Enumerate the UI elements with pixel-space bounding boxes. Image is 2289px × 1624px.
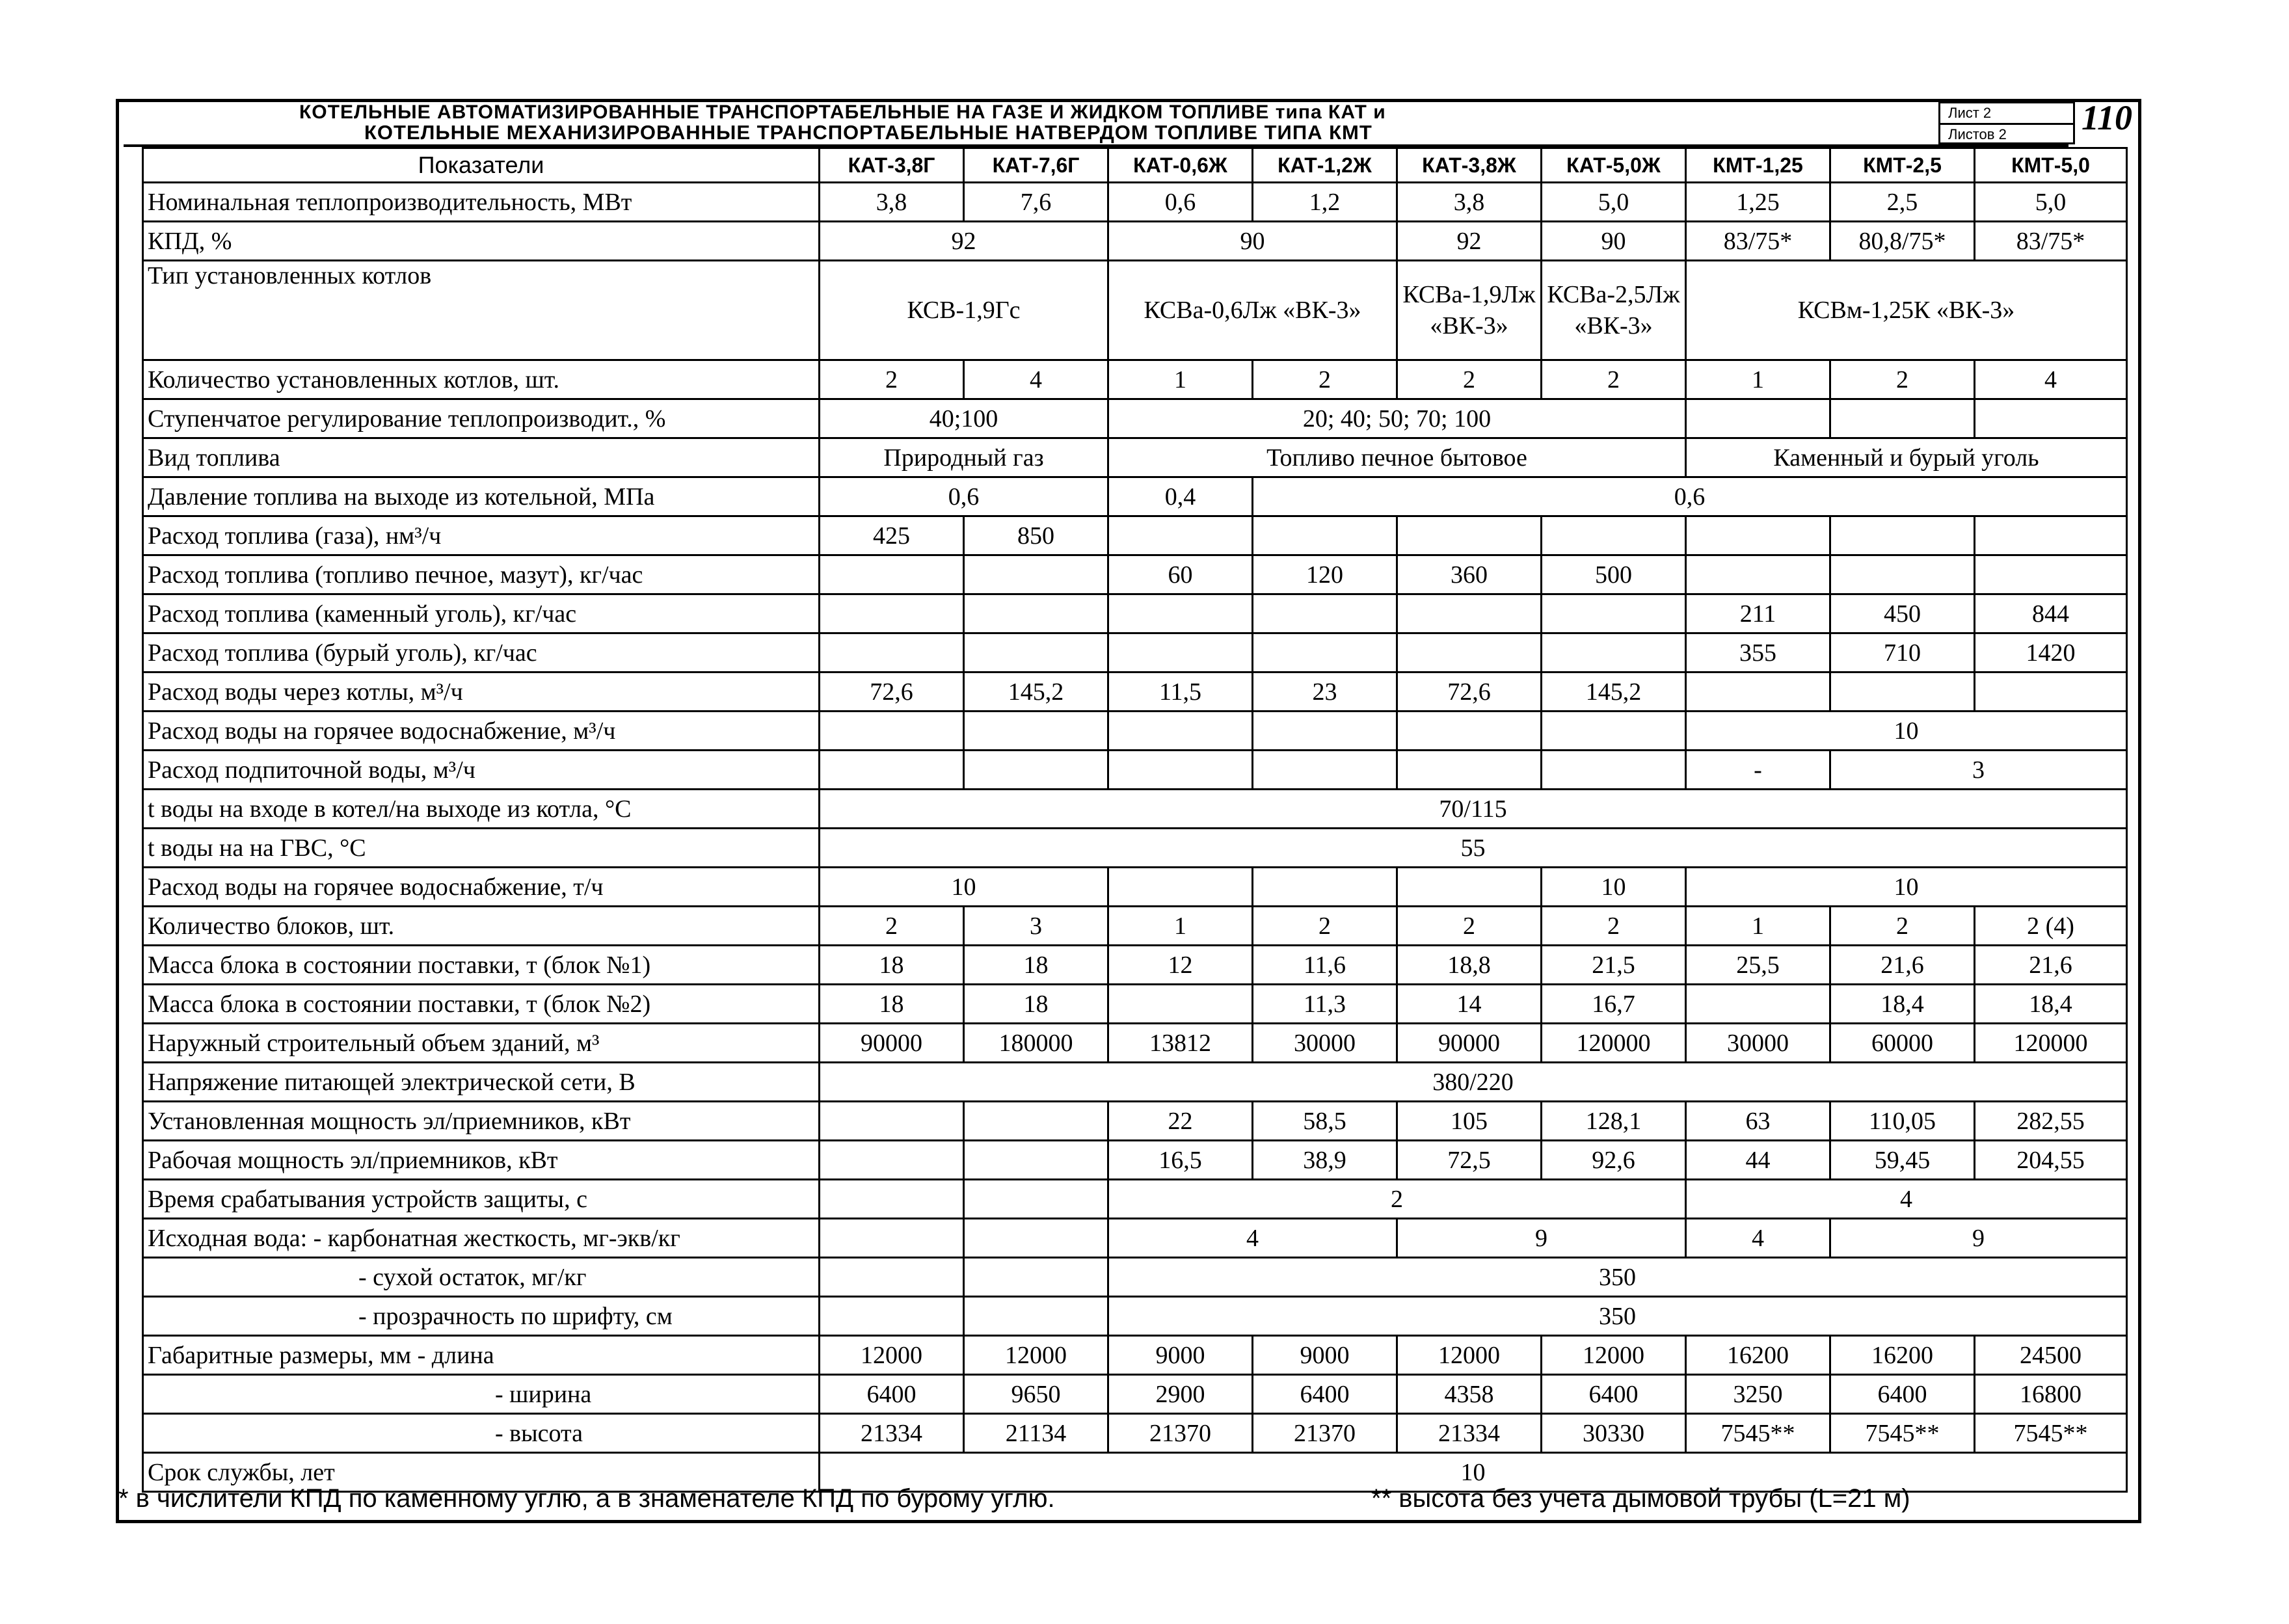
table-cell: КСВа-0,6Лж «ВК-3» xyxy=(1108,261,1397,360)
table-cell xyxy=(820,1180,964,1219)
table-cell: 7,6 xyxy=(964,183,1108,222)
table-row xyxy=(143,751,2127,790)
table-cell: 1420 xyxy=(1975,633,2127,672)
table-cell: 30330 xyxy=(1542,1414,1686,1453)
table-cell: 1 xyxy=(1108,360,1253,399)
table-cell xyxy=(1686,516,1830,555)
row-label: t воды на на ГВС, °С xyxy=(143,829,820,868)
table-cell xyxy=(820,751,964,790)
table-cell: 30000 xyxy=(1253,1024,1397,1063)
column-header: КМТ-5,0 xyxy=(1975,148,2127,183)
table-cell xyxy=(1253,868,1397,907)
table-cell: 211 xyxy=(1686,594,1830,633)
table-cell: 18,4 xyxy=(1975,985,2127,1024)
row-label: КПД, % xyxy=(143,222,820,261)
table-cell: 120000 xyxy=(1542,1024,1686,1063)
table-cell: 2 xyxy=(1397,360,1542,399)
table-cell: 4358 xyxy=(1397,1375,1542,1414)
table-cell xyxy=(1108,516,1253,555)
table-cell: 10 xyxy=(1542,868,1686,907)
table-cell: 282,55 xyxy=(1975,1102,2127,1141)
table-cell: 2 xyxy=(1542,360,1686,399)
table-cell xyxy=(820,555,964,594)
table-cell: 4 xyxy=(1686,1219,1830,1258)
table-cell xyxy=(1397,751,1542,790)
table-cell: 9000 xyxy=(1253,1336,1397,1375)
table-cell: 145,2 xyxy=(1542,672,1686,712)
table-cell xyxy=(1397,712,1542,751)
table-cell: 10 xyxy=(1686,868,2127,907)
table-cell: 90000 xyxy=(820,1024,964,1063)
table-cell: 9 xyxy=(1397,1219,1686,1258)
table-cell: 10 xyxy=(1686,712,2127,751)
table-cell: 72,6 xyxy=(1397,672,1542,712)
table-cell: 18 xyxy=(820,946,964,985)
row-label: Расход топлива (газа), нм³/ч xyxy=(143,516,820,555)
table-cell xyxy=(1253,594,1397,633)
table-cell: 21,6 xyxy=(1975,946,2127,985)
table-cell: 350 xyxy=(1108,1297,2127,1336)
table-cell: 92 xyxy=(820,222,1108,261)
table-cell: 11,3 xyxy=(1253,985,1397,1024)
column-header: КАТ-1,2Ж xyxy=(1253,148,1397,183)
table-cell: 16200 xyxy=(1686,1336,1830,1375)
row-label: Расход воды через котлы, м³/ч xyxy=(143,672,820,712)
table-cell: 16,7 xyxy=(1542,985,1686,1024)
table-cell: 10 xyxy=(820,868,1108,907)
table-cell: 18,4 xyxy=(1830,985,1975,1024)
table-cell: 4 xyxy=(964,360,1108,399)
table-cell: 4 xyxy=(1975,360,2127,399)
row-label: Количество установленных котлов, шт. xyxy=(143,360,820,399)
document-title-line2: КОТЕЛЬНЫЕ МЕХАНИЗИРОВАННЫЕ ТРАНСПОРТАБЕЛЬНЫЕ НАТВЕРДОМ ТОПЛИВЕ ТИПА КМТ xyxy=(364,121,1372,144)
table-cell: 3,8 xyxy=(820,183,964,222)
table-cell: 12000 xyxy=(964,1336,1108,1375)
table-cell xyxy=(1108,985,1253,1024)
table-cell: 4 xyxy=(1108,1219,1397,1258)
table-cell xyxy=(1686,399,1830,438)
table-cell: 1 xyxy=(1686,907,1830,946)
table-cell xyxy=(1830,399,1975,438)
row-label: Исходная вода: - карбонатная жесткость, мг-экв/кг xyxy=(143,1219,820,1258)
table-cell: 2,5 xyxy=(1830,183,1975,222)
table-cell: 6400 xyxy=(1253,1375,1397,1414)
table-row xyxy=(143,594,2127,633)
row-label: Установленная мощность эл/приемников, кВт xyxy=(143,1102,820,1141)
row-label: Наружный строительный объем зданий, м³ xyxy=(143,1024,820,1063)
table-row xyxy=(143,438,2127,477)
table-cell: Каменный и бурый уголь xyxy=(1686,438,2127,477)
table-cell xyxy=(820,1102,964,1141)
table-row xyxy=(143,1102,2127,1141)
table-row xyxy=(143,1219,2127,1258)
column-header: КАТ-0,6Ж xyxy=(1108,148,1253,183)
table-cell xyxy=(820,633,964,672)
table-cell: 2 xyxy=(820,360,964,399)
table-cell: 25,5 xyxy=(1686,946,1830,985)
sheets-total-label: Листов 2 xyxy=(1948,126,2007,142)
table-row xyxy=(143,1375,2127,1414)
table-cell xyxy=(1397,516,1542,555)
table-row xyxy=(143,712,2127,751)
table-row xyxy=(143,1141,2127,1180)
table-cell: 0,6 xyxy=(820,477,1108,516)
table-cell xyxy=(1108,712,1253,751)
table-cell xyxy=(820,712,964,751)
table-cell: 11,6 xyxy=(1253,946,1397,985)
table-cell: 90 xyxy=(1542,222,1686,261)
table-cell xyxy=(1542,712,1686,751)
table-cell: 5,0 xyxy=(1542,183,1686,222)
table-cell: 60 xyxy=(1108,555,1253,594)
table-cell xyxy=(964,555,1108,594)
row-label: - прозрачность по шрифту, см xyxy=(143,1297,820,1336)
table-row xyxy=(143,516,2127,555)
row-label: Давление топлива на выходе из котельной, МПа xyxy=(143,477,820,516)
table-row xyxy=(143,633,2127,672)
row-label: Время срабатывания устройств защиты, с xyxy=(143,1180,820,1219)
table-cell: 0,6 xyxy=(1253,477,2127,516)
table-cell: 12000 xyxy=(1542,1336,1686,1375)
table-cell: 500 xyxy=(1542,555,1686,594)
table-cell xyxy=(1975,516,2127,555)
table-cell xyxy=(964,751,1108,790)
table-cell: КСВ-1,9Гс xyxy=(820,261,1108,360)
table-cell xyxy=(820,1141,964,1180)
row-label: Масса блока в состоянии поставки, т (блок №2) xyxy=(143,985,820,1024)
sheet-label: Лист 2 xyxy=(1940,103,2073,125)
table-cell: 21334 xyxy=(820,1414,964,1453)
table-cell: 145,2 xyxy=(964,672,1108,712)
table-cell: 120000 xyxy=(1975,1024,2127,1063)
table-cell: 44 xyxy=(1686,1141,1830,1180)
table-cell: 9 xyxy=(1830,1219,2127,1258)
table-cell: 1 xyxy=(1686,360,1830,399)
table-cell: 72,6 xyxy=(820,672,964,712)
table-cell: 18 xyxy=(964,985,1108,1024)
table-cell: 7545** xyxy=(1975,1414,2127,1453)
table-cell: 83/75* xyxy=(1686,222,1830,261)
row-label: - высота xyxy=(143,1414,820,1453)
table-cell: Природный газ xyxy=(820,438,1108,477)
table-cell xyxy=(1830,516,1975,555)
table-cell xyxy=(964,594,1108,633)
table-cell: 1 xyxy=(1108,907,1253,946)
table-row xyxy=(143,1258,2127,1297)
table-header-row xyxy=(143,148,2127,183)
table-cell xyxy=(1542,516,1686,555)
table-cell: 3250 xyxy=(1686,1375,1830,1414)
table-cell: КСВа-2,5Лж «ВК-3» xyxy=(1542,261,1686,360)
table-row xyxy=(143,1414,2127,1453)
table-cell: 5,0 xyxy=(1975,183,2127,222)
table-cell: 90000 xyxy=(1397,1024,1542,1063)
table-cell: 2 xyxy=(1253,360,1397,399)
table-cell xyxy=(820,594,964,633)
table-cell: 92 xyxy=(1397,222,1542,261)
table-row xyxy=(143,907,2127,946)
table-cell: 21334 xyxy=(1397,1414,1542,1453)
table-cell xyxy=(1108,868,1253,907)
table-cell: 355 xyxy=(1686,633,1830,672)
table-cell xyxy=(1397,594,1542,633)
table-row xyxy=(143,1336,2127,1375)
table-cell: 21370 xyxy=(1253,1414,1397,1453)
row-label: Расход топлива (каменный уголь), кг/час xyxy=(143,594,820,633)
table-cell xyxy=(964,1297,1108,1336)
document-title-line1: КОТЕЛЬНЫЕ АВТОМАТИЗИРОВАННЫЕ ТРАНСПОРТАБЕЛЬНЫЕ НА ГАЗЕ И ЖИДКОМ ТОПЛИВЕ типа КАТ и xyxy=(299,101,1386,123)
table-cell: 16800 xyxy=(1975,1375,2127,1414)
table-cell: 14 xyxy=(1397,985,1542,1024)
table-cell xyxy=(1542,633,1686,672)
table-cell xyxy=(1542,594,1686,633)
table-cell xyxy=(1542,751,1686,790)
table-cell: 12000 xyxy=(820,1336,964,1375)
table-cell: 360 xyxy=(1397,555,1542,594)
table-cell: 80,8/75* xyxy=(1830,222,1975,261)
row-label: t воды на входе в котел/на выходе из котла, °С xyxy=(143,790,820,829)
table-cell: 24500 xyxy=(1975,1336,2127,1375)
row-label: Габаритные размеры, мм - длина xyxy=(143,1336,820,1375)
table-cell: 70/115 xyxy=(820,790,2127,829)
row-label: - ширина xyxy=(143,1375,820,1414)
table-cell xyxy=(1253,633,1397,672)
sheet-info-box xyxy=(1938,101,2075,144)
table-cell xyxy=(1108,594,1253,633)
table-cell: 2 xyxy=(1108,1180,1686,1219)
table-cell: 128,1 xyxy=(1542,1102,1686,1141)
table-cell xyxy=(1397,633,1542,672)
table-cell: 2 xyxy=(1542,907,1686,946)
table-cell xyxy=(964,633,1108,672)
table-cell: 9000 xyxy=(1108,1336,1253,1375)
row-label: Номинальная теплопроизводительность, МВт xyxy=(143,183,820,222)
footnote-efficiency: * в числители КПД по каменному углю, а в знаменателе КПД по бурому углю. xyxy=(118,1484,1055,1513)
table-cell xyxy=(820,1258,964,1297)
table-cell: 2 xyxy=(820,907,964,946)
row-label: Рабочая мощность эл/приемников, кВт xyxy=(143,1141,820,1180)
table-cell xyxy=(964,1141,1108,1180)
table-cell: 6400 xyxy=(820,1375,964,1414)
table-row xyxy=(143,555,2127,594)
page-number: 110 xyxy=(2082,98,2133,137)
table-cell: 16200 xyxy=(1830,1336,1975,1375)
table-cell: 110,05 xyxy=(1830,1102,1975,1141)
column-header: КМТ-1,25 xyxy=(1686,148,1830,183)
table-cell: 16,5 xyxy=(1108,1141,1253,1180)
table-row xyxy=(143,829,2127,868)
table-cell xyxy=(1108,751,1253,790)
table-cell: 23 xyxy=(1253,672,1397,712)
table-cell: 2 xyxy=(1830,360,1975,399)
table-row xyxy=(143,1024,2127,1063)
table-cell: 38,9 xyxy=(1253,1141,1397,1180)
table-cell: 60000 xyxy=(1830,1024,1975,1063)
table-cell xyxy=(1253,516,1397,555)
table-cell xyxy=(964,1219,1108,1258)
table-cell: 6400 xyxy=(1542,1375,1686,1414)
table-cell xyxy=(1253,712,1397,751)
table-cell xyxy=(1108,633,1253,672)
table-row xyxy=(143,477,2127,516)
table-cell: 2 xyxy=(1830,907,1975,946)
table-row xyxy=(143,261,2127,360)
table-cell xyxy=(964,712,1108,751)
table-cell xyxy=(1975,672,2127,712)
table-cell xyxy=(820,1297,964,1336)
table-cell: 20; 40; 50; 70; 100 xyxy=(1108,399,1686,438)
table-cell xyxy=(1830,555,1975,594)
table-cell: 59,45 xyxy=(1830,1141,1975,1180)
table-cell: 2 xyxy=(1397,907,1542,946)
row-label: Расход воды на горячее водоснабжение, т/ч xyxy=(143,868,820,907)
table-row xyxy=(143,868,2127,907)
column-header: КАТ-3,8Ж xyxy=(1397,148,1542,183)
table-cell: 72,5 xyxy=(1397,1141,1542,1180)
table-cell: 12 xyxy=(1108,946,1253,985)
table-cell: 120 xyxy=(1253,555,1397,594)
table-row xyxy=(143,222,2127,261)
table-row xyxy=(143,1297,2127,1336)
table-cell xyxy=(964,1258,1108,1297)
table-cell: 63 xyxy=(1686,1102,1830,1141)
table-cell: 22 xyxy=(1108,1102,1253,1141)
table-cell: 21,6 xyxy=(1830,946,1975,985)
row-label: Количество блоков, шт. xyxy=(143,907,820,946)
column-header: КАТ-3,8Г xyxy=(820,148,964,183)
table-cell: 40;100 xyxy=(820,399,1108,438)
table-cell xyxy=(1830,672,1975,712)
table-cell: 92,6 xyxy=(1542,1141,1686,1180)
row-label: Расход топлива (топливо печное, мазут), кг/час xyxy=(143,555,820,594)
table-cell: 3 xyxy=(964,907,1108,946)
table-cell: 18 xyxy=(820,985,964,1024)
table-cell: 7545** xyxy=(1686,1414,1830,1453)
table-cell xyxy=(1686,672,1830,712)
table-cell: 0,6 xyxy=(1108,183,1253,222)
row-label: Масса блока в состоянии поставки, т (блок №1) xyxy=(143,946,820,985)
table-cell xyxy=(1975,399,2127,438)
table-cell: КСВа-1,9Лж «ВК-3» xyxy=(1397,261,1542,360)
table-cell: 11,5 xyxy=(1108,672,1253,712)
footnote-height: ** высота без учета дымовой трубы (L=21 м) xyxy=(1371,1484,1910,1513)
table-cell: 425 xyxy=(820,516,964,555)
table-cell: 13812 xyxy=(1108,1024,1253,1063)
table-cell: 1,25 xyxy=(1686,183,1830,222)
table-cell: 55 xyxy=(820,829,2127,868)
table-cell: 0,4 xyxy=(1108,477,1253,516)
table-cell xyxy=(1253,751,1397,790)
table-cell xyxy=(820,1219,964,1258)
table-cell xyxy=(1397,868,1542,907)
row-label: Расход воды на горячее водоснабжение, м³/ч xyxy=(143,712,820,751)
specifications-table xyxy=(142,147,2128,1493)
column-header: КМТ-2,5 xyxy=(1830,148,1975,183)
table-cell: 1,2 xyxy=(1253,183,1397,222)
table-cell: 450 xyxy=(1830,594,1975,633)
table-cell: 21,5 xyxy=(1542,946,1686,985)
column-header-label: Показатели xyxy=(143,148,820,183)
table-cell xyxy=(1975,555,2127,594)
row-label: Ступенчатое регулирование теплопроизводит., % xyxy=(143,399,820,438)
table-row xyxy=(143,985,2127,1024)
table-cell xyxy=(1686,555,1830,594)
table-cell: 12000 xyxy=(1397,1336,1542,1375)
table-cell: 3 xyxy=(1830,751,2127,790)
column-header: КАТ-7,6Г xyxy=(964,148,1108,183)
table-cell: 18,8 xyxy=(1397,946,1542,985)
table-cell: 30000 xyxy=(1686,1024,1830,1063)
table-cell: 18 xyxy=(964,946,1108,985)
table-row xyxy=(143,672,2127,712)
table-cell: 21134 xyxy=(964,1414,1108,1453)
table-cell: 710 xyxy=(1830,633,1975,672)
row-label: - сухой остаток, мг/кг xyxy=(143,1258,820,1297)
row-label: Тип установленных котлов xyxy=(143,261,820,360)
table-cell: 3,8 xyxy=(1397,183,1542,222)
table-cell: Топливо печное бытовое xyxy=(1108,438,1686,477)
table-cell: КСВм-1,25К «ВК-3» xyxy=(1686,261,2127,360)
table-row xyxy=(143,399,2127,438)
table-cell: 204,55 xyxy=(1975,1141,2127,1180)
table-cell: 4 xyxy=(1686,1180,2127,1219)
table-cell: 90 xyxy=(1108,222,1397,261)
table-row xyxy=(143,183,2127,222)
table-row xyxy=(143,360,2127,399)
row-label: Напряжение питающей электрической сети, В xyxy=(143,1063,820,1102)
table-cell: 2 xyxy=(1253,907,1397,946)
table-cell: 105 xyxy=(1397,1102,1542,1141)
table-cell: 10 xyxy=(820,1453,2127,1492)
table-row xyxy=(143,1180,2127,1219)
table-cell: 850 xyxy=(964,516,1108,555)
row-label: Вид топлива xyxy=(143,438,820,477)
row-label: Срок службы, лет xyxy=(143,1453,820,1492)
table-cell: 380/220 xyxy=(820,1063,2127,1102)
table-row xyxy=(143,1063,2127,1102)
table-cell: 180000 xyxy=(964,1024,1108,1063)
table-cell: 844 xyxy=(1975,594,2127,633)
table-cell: 83/75* xyxy=(1975,222,2127,261)
table-cell xyxy=(964,1102,1108,1141)
table-cell: 350 xyxy=(1108,1258,2127,1297)
row-label: Расход подпиточной воды, м³/ч xyxy=(143,751,820,790)
column-header: КАТ-5,0Ж xyxy=(1542,148,1686,183)
row-label: Расход топлива (бурый уголь), кг/час xyxy=(143,633,820,672)
table-row xyxy=(143,790,2127,829)
table-cell: 21370 xyxy=(1108,1414,1253,1453)
table-cell xyxy=(964,1180,1108,1219)
table-row xyxy=(143,946,2127,985)
table-cell: 58,5 xyxy=(1253,1102,1397,1141)
table-cell: 6400 xyxy=(1830,1375,1975,1414)
table-cell xyxy=(1686,985,1830,1024)
table-cell: - xyxy=(1686,751,1830,790)
table-cell: 7545** xyxy=(1830,1414,1975,1453)
table-cell: 2900 xyxy=(1108,1375,1253,1414)
table-cell: 2 (4) xyxy=(1975,907,2127,946)
table-cell: 9650 xyxy=(964,1375,1108,1414)
